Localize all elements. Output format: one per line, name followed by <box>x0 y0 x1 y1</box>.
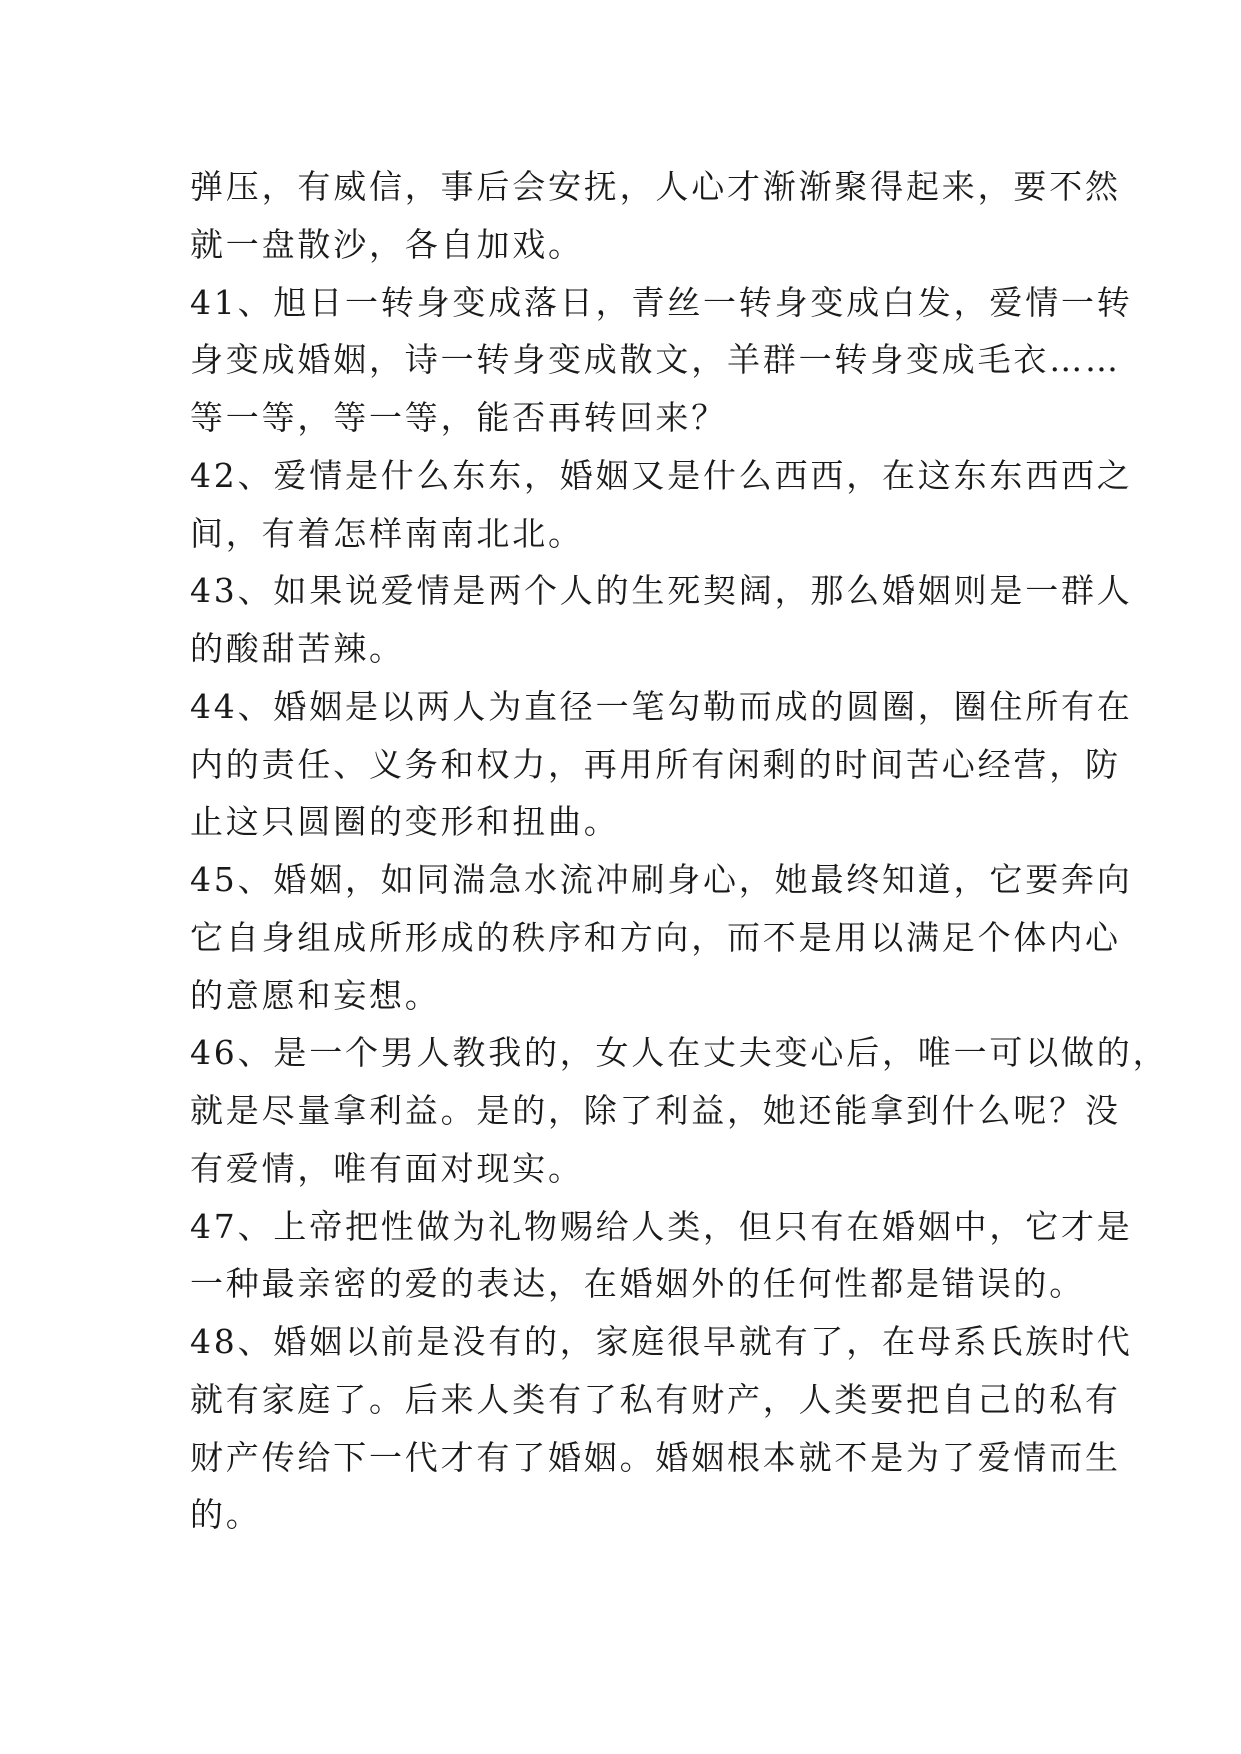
text-line: 48、婚姻以前是没有的，家庭很早就有了，在母系氏族时代 <box>190 1322 1133 1361</box>
text-line: 42、爱情是什么东东，婚姻又是什么西西，在这东东西西之 <box>190 455 1133 495</box>
text-line: 内的责任、义务和权力，再用所有闲剩的时间苦心经营，防 <box>190 744 1121 784</box>
text-line: 46、是一个男人教我的，女人在丈夫变心后，唯一可以做的， <box>190 1033 1169 1073</box>
text-line: 有爱情，唯有面对现实。 <box>190 1148 584 1188</box>
text-line: 44、婚姻是以两人为直径一笔勾勒而成的圆圈，圈住所有在 <box>190 686 1133 726</box>
text-line: 43、如果说爱情是两个人的生死契阔，那么婚姻则是一群人 <box>190 571 1133 611</box>
text-line: 的酸甜苦辣。 <box>190 629 405 668</box>
text-line: 间，有着怎样南南北北。 <box>190 513 584 553</box>
text-line: 就是尽量拿利益。是的，除了利益，她还能拿到什么呢？没 <box>190 1091 1121 1130</box>
text-line: 一种最亲密的爱的表达，在婚姻外的任何性都是错误的。 <box>190 1264 1085 1304</box>
text-line: 弹压，有威信，事后会安抚，人心才渐渐聚得起来，要不然 <box>190 167 1121 206</box>
text-line: 止这只圆圈的变形和扭曲。 <box>190 802 620 842</box>
text-line: 等一等，等一等，能否再转回来？ <box>190 398 727 437</box>
text-line: 财产传给下一代才有了婚姻。婚姻根本就不是为了爱情而生 <box>190 1437 1121 1477</box>
text-line: 就一盘散沙，各自加戏。 <box>190 224 584 264</box>
text-line: 45、婚姻，如同湍急水流冲刷身心，她最终知道，它要奔向 <box>190 860 1133 899</box>
text-line: 41、旭日一转身变成落日，青丝一转身变成白发，爱情一转 <box>190 282 1133 322</box>
text-line: 47、上帝把性做为礼物赐给人类，但只有在婚姻中，它才是 <box>190 1206 1133 1246</box>
text-line: 身变成婚姻，诗一转身变成散文，羊群一转身变成毛衣…… <box>190 340 1121 380</box>
text-line: 的。 <box>190 1495 262 1535</box>
text-line: 它自身组成所形成的秩序和方向，而不是用以满足个体内心 <box>190 917 1121 957</box>
body-text <box>190 158 1169 1544</box>
text-line: 的意愿和妄想。 <box>190 975 441 1015</box>
text-line: 就有家庭了。后来人类有了私有财产，人类要把自己的私有 <box>190 1379 1121 1419</box>
